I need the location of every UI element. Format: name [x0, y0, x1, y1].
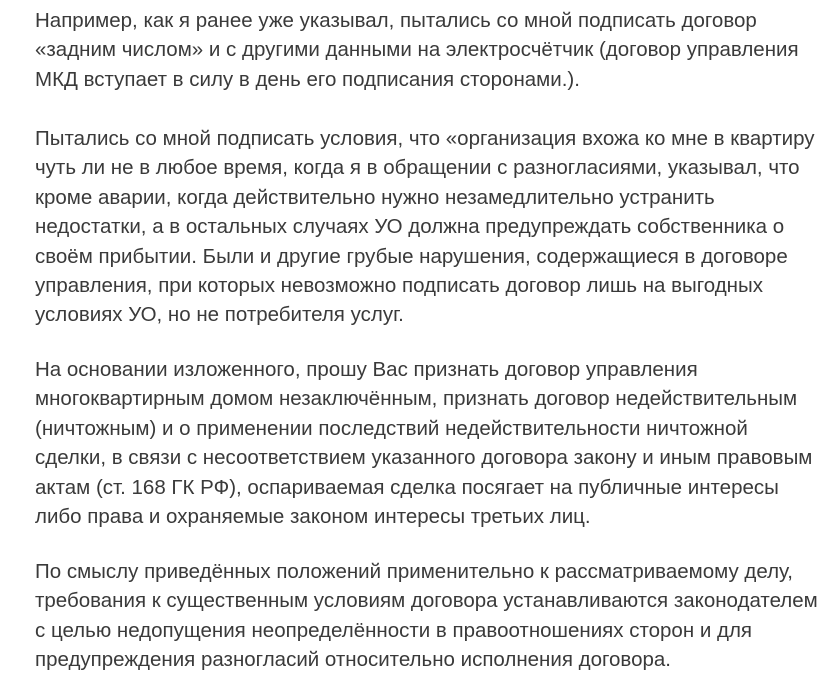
paragraph-line: требования к существенным условиям договора устанавливаются законодателем	[35, 589, 818, 613]
paragraph-line: Пытались со мной подписать условия, что «организация вхожа ко мне в квартиру	[35, 127, 815, 150]
paragraph-line: управления, при которых невозможно подписать договор лишь на выгодных	[35, 273, 763, 297]
paragraph-line: многоквартирным домом незаключённым, признать договор недействительным	[35, 387, 798, 411]
paragraph-line: своём прибытии. Были и другие грубые нарушения, содержащиеся в договоре	[35, 244, 788, 268]
paragraph-line: недостатки, а в остальных случаях УО должна предупреждать собственника о	[35, 215, 785, 239]
paragraph-line: предупреждения разногласий относительно исполнения договора.	[35, 648, 671, 672]
paragraph-line: «задним числом» и с другими данными на электросчётчик (договор управления	[35, 38, 799, 62]
paragraph-line: По смыслу приведённых положений применительно к рассматриваемому делу,	[35, 560, 793, 583]
paragraph-line: актам (ст. 168 ГК РФ), оспариваемая сделка посягает на публичные интересы	[35, 475, 779, 499]
paragraph-line: МКД вступает в силу в день его подписания сторонами.).	[35, 67, 580, 91]
paragraph-line: сделки, в связи с несоответствием указанного договора закону и иным правовым	[35, 446, 813, 470]
paragraph-line: Например, как я ранее уже указывал, пытались со мной подписать договор	[35, 9, 757, 32]
paragraph-line: На основании изложенного, прошу Вас признать договор управления	[35, 358, 698, 381]
paragraph-3	[35, 355, 812, 531]
paragraph-line: (ничтожным) и о применении последствий недействительности ничтожной	[35, 416, 748, 440]
paragraph-2	[35, 124, 815, 330]
paragraph-4	[35, 557, 818, 675]
paragraph-1	[35, 6, 799, 94]
paragraph-line: с целью недопущения неопределённости в правоотношениях сторон и для	[35, 618, 753, 642]
paragraph-line: условиях УО, но не потребителя услуг.	[35, 303, 404, 327]
paragraph-line: либо права и охраняемые законом интересы третьих лиц.	[35, 504, 591, 528]
paragraph-line: кроме аварии, когда действительно нужно незамедлительно устранить	[35, 185, 715, 209]
paragraph-line: чуть ли не в любое время, когда я в обращении с разногласиями, указывал, что	[35, 156, 800, 180]
